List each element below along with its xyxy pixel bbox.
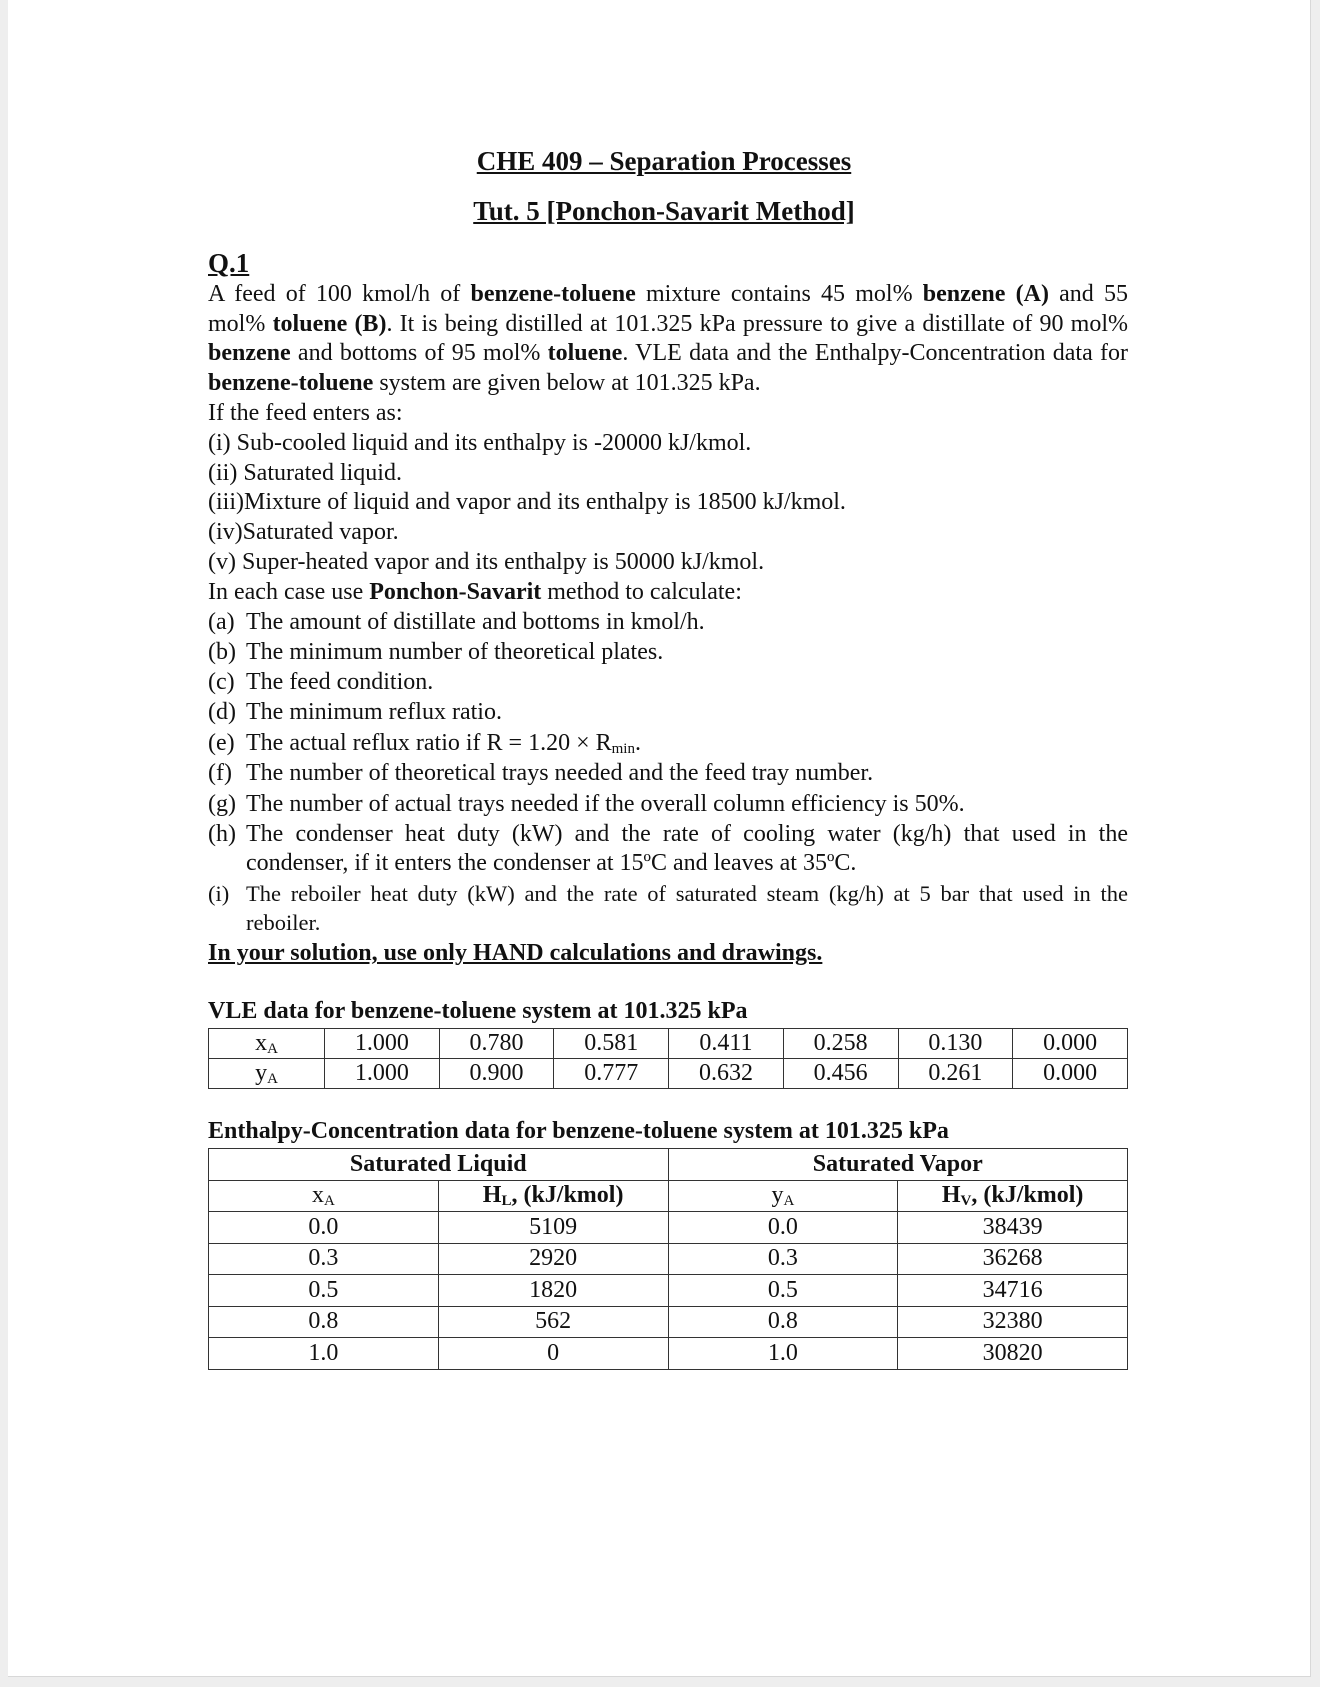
vle-cell: 0.632 bbox=[669, 1059, 784, 1089]
task-label: (d) bbox=[208, 699, 236, 725]
task-text-end: . bbox=[634, 730, 641, 756]
hl-cell: 2920 bbox=[438, 1243, 668, 1275]
task-item bbox=[208, 879, 1128, 937]
task-item bbox=[208, 638, 1128, 667]
hl-cell: 0 bbox=[438, 1338, 668, 1370]
xa-cell: 0.3 bbox=[209, 1243, 439, 1275]
task-label: (b) bbox=[208, 639, 236, 665]
feed-case: (iii)Mixture of liquid and vapor and its enthalpy is 18500 kJ/kmol. bbox=[208, 489, 846, 515]
task-label: (f) bbox=[208, 760, 232, 786]
task-label: (h) bbox=[208, 821, 236, 847]
enthalpy-column-header-row bbox=[209, 1180, 1128, 1212]
saturated-vapor-header: Saturated Vapor bbox=[668, 1149, 1128, 1181]
task-text: The number of theoretical trays needed and the feed tray number. bbox=[246, 760, 874, 786]
enthalpy-table bbox=[208, 1148, 1128, 1370]
task-text: The condenser heat duty (kW) and the rate of cooling water (kg/h) that used in the condenser, if it enters the condenser at 15ºC and leaves at 35ºC. bbox=[246, 821, 1128, 876]
hv-cell: 32380 bbox=[898, 1306, 1128, 1338]
task-text: The minimum number of theoretical plates. bbox=[246, 639, 664, 665]
task-item bbox=[208, 698, 1128, 727]
intro-run: A feed of 100 kmol/h of bbox=[208, 281, 471, 307]
vle-table bbox=[208, 1028, 1128, 1089]
method-prefix: In each case use bbox=[208, 579, 370, 605]
ya-cell: 0.3 bbox=[668, 1243, 898, 1275]
feed-case: (iv)Saturated vapor. bbox=[208, 519, 399, 545]
intro-run: and bottoms of 95 mol% bbox=[290, 340, 548, 366]
enthalpy-group-header-row bbox=[209, 1149, 1128, 1181]
vle-cell: 0.130 bbox=[898, 1029, 1013, 1059]
feed-case: (i) Sub-cooled liquid and its enthalpy is -20000 kJ/kmol. bbox=[208, 430, 752, 456]
method-name: Ponchon-Savarit bbox=[369, 579, 542, 605]
hl-cell: 1820 bbox=[438, 1275, 668, 1307]
intro-bold-run: benzene bbox=[208, 340, 291, 366]
hl-cell: 562 bbox=[438, 1306, 668, 1338]
hv-cell: 34716 bbox=[898, 1275, 1128, 1307]
vle-cell: 0.411 bbox=[669, 1029, 784, 1059]
task-text: The actual reflux ratio if R = 1.20 × R bbox=[246, 730, 612, 756]
vle-row-label: $y_A$ bbox=[209, 1059, 325, 1089]
ya-cell: 0.8 bbox=[668, 1306, 898, 1338]
enthalpy-table-caption: Enthalpy-Concentration data for benzene-toluene system at 101.325 kPa bbox=[208, 1118, 949, 1144]
xa-cell: 0.5 bbox=[209, 1275, 439, 1307]
intro-bold-run: benzene-toluene bbox=[470, 281, 636, 307]
vle-cell: 0.000 bbox=[1013, 1059, 1128, 1089]
vle-row-y bbox=[209, 1059, 1128, 1089]
enthalpy-row bbox=[209, 1212, 1128, 1244]
document-page bbox=[8, 0, 1311, 1677]
tutorial-title: Tut. 5 [Ponchon-Savarit Method] bbox=[473, 196, 855, 226]
xa-cell: 0.8 bbox=[209, 1306, 439, 1338]
col-hl-header: $H_L$, (kJ/kmol) bbox=[438, 1180, 668, 1212]
xa-cell: 0.0 bbox=[209, 1212, 439, 1244]
hv-cell: 36268 bbox=[898, 1243, 1128, 1275]
task-item bbox=[208, 790, 1128, 819]
enthalpy-row bbox=[209, 1275, 1128, 1307]
intro-run: system are given below at 101.325 kPa. bbox=[373, 369, 761, 396]
col-hv-header: $H_V$, (kJ/kmol) bbox=[898, 1180, 1128, 1212]
task-label: (c) bbox=[208, 669, 235, 695]
vle-table-caption: VLE data for benzene-toluene system at 101.325 kPa bbox=[208, 998, 748, 1024]
hl-cell: 5109 bbox=[438, 1212, 668, 1244]
feed-prompt: If the feed enters as: bbox=[208, 400, 403, 426]
vle-cell: 0.261 bbox=[898, 1059, 1013, 1089]
task-item bbox=[208, 668, 1128, 697]
vle-cell: 0.258 bbox=[783, 1029, 898, 1059]
vle-cell: 1.000 bbox=[325, 1029, 440, 1059]
task-text: The amount of distillate and bottoms in kmol/h. bbox=[246, 609, 705, 635]
xa-cell: 1.0 bbox=[209, 1338, 439, 1370]
intro-run: . VLE data and the Enthalpy-Concentration data for bbox=[622, 340, 1128, 366]
vle-cell: 1.000 bbox=[325, 1059, 440, 1089]
method-line bbox=[208, 579, 742, 606]
task-text-reflux bbox=[208, 729, 1128, 761]
solution-note: In your solution, use only HAND calculations and drawings. bbox=[208, 940, 823, 966]
vle-cell: 0.000 bbox=[1013, 1029, 1128, 1059]
vle-cell: 0.456 bbox=[783, 1059, 898, 1089]
feed-case: (ii) Saturated liquid. bbox=[208, 460, 402, 486]
saturated-liquid-header: Saturated Liquid bbox=[209, 1149, 669, 1181]
rmin-subscript: min bbox=[611, 741, 635, 757]
hv-cell: 30820 bbox=[898, 1338, 1128, 1370]
feed-case: (v) Super-heated vapor and its enthalpy is 50000 kJ/kmol. bbox=[208, 549, 765, 575]
question-intro bbox=[208, 280, 1128, 398]
vle-cell: 0.900 bbox=[439, 1059, 554, 1089]
task-item bbox=[208, 729, 1128, 761]
intro-bold-run: benzene-toluene bbox=[208, 369, 374, 396]
ya-cell: 0.0 bbox=[668, 1212, 898, 1244]
col-ya-header: $y_A$ bbox=[668, 1180, 898, 1212]
vle-cell: 0.780 bbox=[439, 1029, 554, 1059]
intro-bold-run: toluene (B) bbox=[272, 310, 387, 337]
intro-run: mixture contains 45 mol% bbox=[635, 281, 923, 307]
vle-row-x bbox=[209, 1029, 1128, 1059]
vle-row-label: $x_A$ bbox=[209, 1029, 325, 1059]
task-text: The number of actual trays needed if the overall column efficiency is 50%. bbox=[246, 791, 965, 817]
task-item bbox=[208, 608, 1128, 637]
intro-bold-run: benzene (A) bbox=[922, 281, 1049, 307]
ya-cell: 0.5 bbox=[668, 1275, 898, 1307]
task-item bbox=[208, 759, 1128, 788]
task-label: (e) bbox=[208, 730, 235, 756]
col-xa-header: $x_A$ bbox=[209, 1180, 439, 1212]
task-text: The minimum reflux ratio. bbox=[246, 699, 502, 725]
task-text: The feed condition. bbox=[246, 669, 434, 695]
course-title: CHE 409 – Separation Processes bbox=[476, 146, 852, 176]
vle-cell: 0.581 bbox=[554, 1029, 669, 1059]
enthalpy-row bbox=[209, 1243, 1128, 1275]
task-label: (g) bbox=[208, 791, 236, 817]
task-label: (a) bbox=[208, 609, 235, 635]
method-suffix: method to calculate: bbox=[541, 579, 742, 605]
question-label: Q.1 bbox=[208, 248, 250, 278]
task-text: The reboiler heat duty (kW) and the rate of saturated steam (kg/h) at 5 bar that used in the reboiler. bbox=[246, 881, 1128, 935]
vle-cell: 0.777 bbox=[554, 1059, 669, 1089]
ya-cell: 1.0 bbox=[668, 1338, 898, 1370]
hv-cell: 38439 bbox=[898, 1212, 1128, 1244]
intro-bold-run: toluene bbox=[547, 340, 623, 366]
enthalpy-row bbox=[209, 1306, 1128, 1338]
enthalpy-row bbox=[209, 1338, 1128, 1370]
task-label: (i) bbox=[208, 881, 230, 906]
intro-run: and 55 mol% bbox=[208, 281, 1129, 337]
intro-run: . It is being distilled at 101.325 kPa pressure to give a distillate of 90 mol% bbox=[386, 310, 1128, 337]
task-item bbox=[208, 820, 1128, 878]
